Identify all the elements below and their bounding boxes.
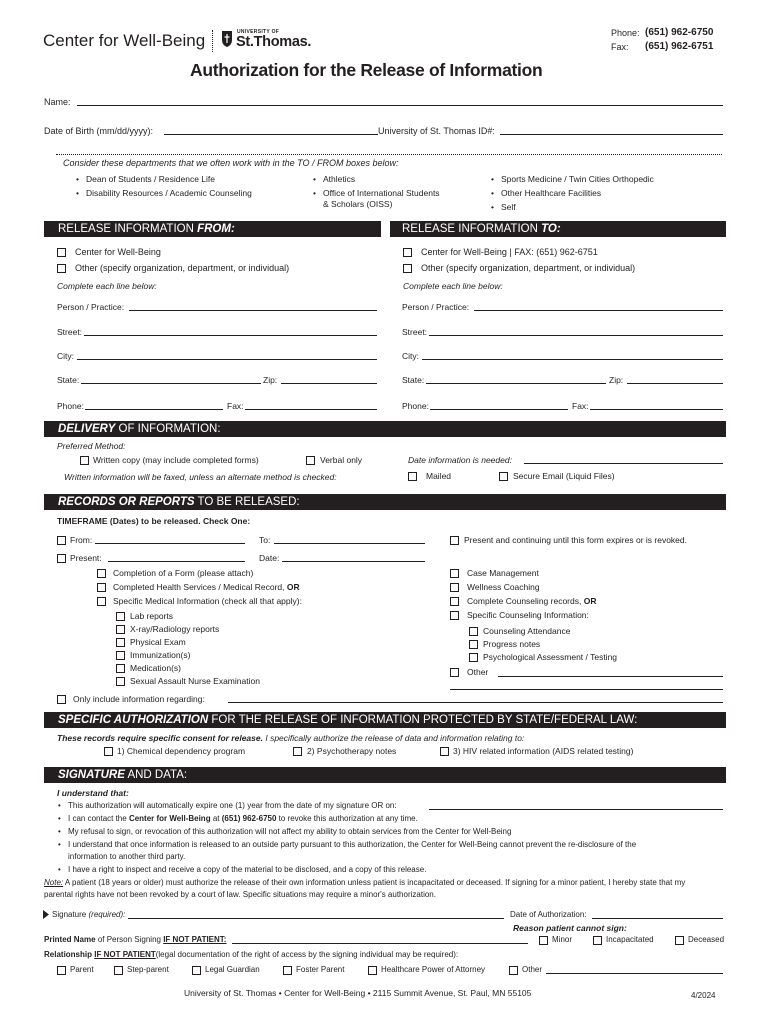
present-field[interactable] [108, 561, 245, 562]
to-street-field[interactable] [429, 335, 723, 336]
legal-guardian-label: Legal Guardian [205, 965, 260, 974]
signature-title: AND DATA: [127, 769, 188, 781]
date-authorization-field[interactable] [592, 918, 723, 919]
progress-notes-checkbox[interactable] [469, 640, 478, 649]
brand-divider [212, 30, 213, 52]
verbal-only-label: Verbal only [320, 455, 363, 465]
other-relationship-label: Other [522, 965, 543, 974]
lab-reports-checkbox[interactable] [116, 612, 125, 621]
to-fax-field[interactable] [590, 409, 723, 410]
release-from-title-bold: FROM: [197, 223, 235, 235]
to-cwb-checkbox[interactable] [403, 248, 412, 257]
understand-label: I understand that: [57, 788, 129, 798]
healthcare-poa-label: Healthcare Power of Attorney [381, 965, 486, 974]
deceased-checkbox[interactable] [675, 936, 684, 945]
delivery-title-bold: DELIVERY [58, 423, 116, 435]
lab-reports-label: Lab reports [130, 611, 173, 621]
case-management-checkbox[interactable] [450, 569, 459, 578]
to-person-label: Person / Practice: [402, 302, 470, 312]
foster-parent-checkbox[interactable] [283, 966, 292, 975]
department-item: • Athletics [323, 174, 355, 184]
dob-label: Date of Birth (mm/dd/yyyy): [44, 126, 154, 136]
specific-medical-checkbox[interactable] [97, 597, 106, 606]
footer-address: University of St. Thomas • Center for Well-Being • 2115 Summit Avenue, St. Paul, MN 55105 [184, 988, 532, 998]
reason-label: Reason patient cannot sign: [513, 923, 627, 933]
contact-at: at [212, 814, 220, 823]
to-phone-field[interactable] [430, 409, 568, 410]
contact-bullet [68, 814, 418, 823]
incapacitated-label: Incapacitated [606, 935, 654, 944]
signature-required: (required): [88, 910, 126, 919]
release-to-title: RELEASE INFORMATION [402, 223, 538, 235]
case-management-label: Case Management [467, 568, 539, 578]
from-cwb-checkbox[interactable] [57, 248, 66, 257]
other-records-label: Other [467, 667, 489, 677]
printed-name-rest: of Person Signing [97, 935, 161, 944]
preferred-method-label: Preferred Method: [57, 441, 126, 451]
to-date-label: To: [259, 535, 271, 545]
release-from-title: RELEASE INFORMATION [58, 223, 194, 235]
written-copy-checkbox[interactable] [80, 456, 89, 465]
departments-intro: Consider these departments that we often work with in the TO / FROM boxes below: [63, 158, 399, 168]
mailed-checkbox[interactable] [408, 472, 417, 481]
from-zip-label: Zip: [263, 375, 278, 385]
signature-label-text: Signature [52, 910, 87, 919]
from-cwb-label: Center for Well-Being [75, 247, 161, 257]
to-person-field[interactable] [474, 310, 723, 311]
name-label: Name: [44, 97, 71, 107]
parent-checkbox[interactable] [57, 966, 66, 975]
specific-counseling-label: Specific Counseling Information: [467, 610, 589, 620]
date-authorization-label: Date of Authorization: [510, 910, 587, 919]
specific-auth-bar [44, 712, 726, 728]
medical-record-label [113, 582, 300, 592]
to-other-label: Other (specify organization, department, or individual) [421, 263, 636, 273]
written-copy-label: Written copy (may include completed forms) [93, 455, 259, 465]
step-parent-label: Step-parent [127, 965, 169, 974]
note-text-1: A patient (18 years or older) must authorize the release of their own information unless patient is incapacitated or deceased. If signing for a minor patient, I hereby state that my [64, 878, 686, 887]
only-include-checkbox[interactable] [57, 695, 66, 704]
redisclosure-bullet-cont: information to another third party. [68, 852, 186, 861]
shield-logo-icon [221, 30, 233, 48]
foster-parent-label: Foster Parent [296, 965, 345, 974]
department-item: • Self [501, 202, 516, 212]
refusal-bullet: • My refusal to sign, or revocation of this authorization will not affect my ability to obtain services from the Center for Well-Being [68, 827, 511, 836]
to-state-field[interactable] [426, 383, 606, 384]
records-title: TO BE RELEASED: [197, 496, 300, 508]
from-date-field[interactable] [95, 543, 245, 544]
only-include-label: Only include information regarding: [73, 694, 205, 704]
department-item: • Disability Resources / Academic Counseling [86, 188, 252, 198]
note-line-1 [44, 878, 685, 887]
to-zip-label: Zip: [609, 375, 624, 385]
specific-intro-rest: I specifically authorize the release of data and information relating to: [265, 733, 525, 743]
deceased-label: Deceased [688, 935, 725, 944]
other-relationship-field[interactable] [546, 973, 723, 974]
phone-number: (651) 962-6750 [645, 27, 714, 38]
department-item: • Office of International Students [323, 188, 440, 198]
specific-counseling-checkbox[interactable] [450, 611, 459, 620]
parent-label: Parent [70, 965, 94, 974]
other-records-field-2[interactable] [450, 689, 723, 690]
from-state-field[interactable] [81, 383, 261, 384]
other-relationship-checkbox[interactable] [509, 966, 518, 975]
brand-name: Center for Well-Being [43, 31, 206, 50]
hiv-info-checkbox[interactable] [440, 747, 449, 756]
note-line-2: parental rights have not been revoked by a court of law. Specific situations may require a minor's authorization. [44, 890, 436, 899]
release-to-title-bold: TO: [541, 223, 561, 235]
student-id-field[interactable] [500, 134, 723, 135]
from-street-label: Street: [57, 327, 83, 337]
department-item: • Dean of Students / Residence Life [86, 174, 215, 184]
specific-intro-bold: These records require specific consent for release. [57, 733, 263, 743]
records-bar [44, 494, 726, 510]
to-city-field[interactable] [422, 359, 723, 360]
specific-intro [57, 733, 524, 743]
sane-checkbox[interactable] [116, 677, 125, 686]
faxed-note: Written information will be faxed, unless an alternate method is checked: [64, 472, 337, 482]
from-city-field[interactable] [77, 359, 377, 360]
present-date-label: Date: [259, 553, 280, 563]
medical-record-text: Completed Health Services / Medical Record, [113, 582, 285, 592]
medications-checkbox[interactable] [116, 664, 125, 673]
release-to-bar [390, 221, 726, 237]
xray-label: X-ray/Radiology reports [130, 624, 220, 634]
counseling-records-checkbox[interactable] [450, 597, 459, 606]
progress-notes-label: Progress notes [483, 639, 541, 649]
fax-label: Fax: [611, 42, 629, 52]
signature-title-bold: SIGNATURE [58, 769, 125, 781]
university-name: St.Thomas. [236, 34, 312, 50]
signature-field[interactable] [128, 918, 504, 919]
specific-auth-title-bold: SPECIFIC AUTHORIZATION [58, 714, 209, 726]
chemical-dependency-label: 1) Chemical dependency program [117, 746, 246, 756]
psych-assessment-checkbox[interactable] [469, 653, 478, 662]
delivery-bar [44, 421, 726, 437]
contact-cwb: Center for Well-Being [128, 814, 211, 823]
relationship-rest: (legal documentation of the right of access by the signing individual may be required): [155, 950, 459, 959]
to-date-field[interactable] [274, 543, 425, 544]
to-other-checkbox[interactable] [403, 264, 412, 273]
wellness-coaching-checkbox[interactable] [450, 583, 459, 592]
dob-field[interactable] [164, 134, 378, 135]
completion-form-checkbox[interactable] [97, 569, 106, 578]
wellness-coaching-label: Wellness Coaching [467, 582, 540, 592]
from-person-field[interactable] [129, 310, 377, 311]
hiv-info-label: 3) HIV related information (AIDS related testing) [453, 746, 634, 756]
immunizations-label: Immunization(s) [130, 650, 191, 660]
relationship-bold: Relationship [44, 950, 93, 959]
to-fax-label: Fax: [572, 401, 589, 411]
department-item: • Sports Medicine / Twin Cities Orthopedic [501, 174, 654, 184]
printed-name-if-not: IF NOT PATIENT: [163, 935, 227, 944]
from-fax-field[interactable] [245, 409, 377, 410]
contact-phone: (651) 962-6750 [221, 814, 277, 823]
medical-record-or: OR [286, 582, 300, 592]
specific-medical-label: Specific Medical Information (check all that apply): [113, 596, 302, 606]
step-parent-checkbox[interactable] [114, 966, 123, 975]
from-fax-label: Fax: [227, 401, 244, 411]
from-person-label: Person / Practice: [57, 302, 125, 312]
present-date-field[interactable] [282, 561, 425, 562]
psychotherapy-notes-checkbox[interactable] [293, 747, 302, 756]
from-street-field[interactable] [84, 335, 377, 336]
name-field[interactable] [77, 105, 723, 106]
signature-arrow-icon [43, 910, 49, 919]
counseling-attendance-checkbox[interactable] [469, 627, 478, 636]
verbal-only-checkbox[interactable] [306, 456, 315, 465]
immunizations-checkbox[interactable] [116, 651, 125, 660]
signature-bar [44, 767, 726, 783]
completion-form-label: Completion of a Form (please attach) [113, 568, 254, 578]
medical-record-checkbox[interactable] [97, 583, 106, 592]
other-records-checkbox[interactable] [450, 668, 459, 677]
expire-date-field[interactable] [429, 809, 723, 810]
from-zip-field[interactable] [281, 383, 377, 384]
to-city-label: City: [402, 351, 419, 361]
xray-checkbox[interactable] [116, 625, 125, 634]
contact-pre: I can contact the [68, 814, 127, 823]
inspect-bullet: • I have a right to inspect and receive a copy of the material to be disclosed, and a copy of this release. [68, 865, 426, 874]
medications-label: Medication(s) [130, 663, 182, 673]
timeframe-label: TIMEFRAME (Dates) to be released. Check One: [57, 516, 251, 526]
secure-email-checkbox[interactable] [499, 472, 508, 481]
phone-label: Phone: [611, 28, 640, 38]
department-item: & Scholars (OISS) [323, 199, 393, 209]
printed-name-field[interactable] [232, 943, 528, 944]
from-date-checkbox[interactable] [57, 536, 66, 545]
psych-assessment-label: Psychological Assessment / Testing [483, 652, 618, 662]
from-state-label: State: [57, 375, 80, 385]
to-cwb-label: Center for Well-Being | FAX: (651) 962-6751 [421, 247, 598, 257]
student-id-label: University of St. Thomas ID#: [378, 126, 495, 136]
sane-label: Sexual Assault Nurse Examination [130, 676, 260, 686]
counseling-records-or: OR [583, 596, 597, 606]
present-continuing-label: Present and continuing until this form expires or is revoked. [464, 535, 688, 545]
to-street-label: Street: [402, 327, 428, 337]
footer-date: 4/2024 [691, 991, 716, 1000]
to-state-label: State: [402, 375, 425, 385]
present-label: Present: [70, 553, 102, 563]
university-label: UNIVERSITY OF [237, 29, 280, 35]
from-other-label: Other (specify organization, department, or individual) [75, 263, 290, 273]
printed-name-bold: Printed Name [44, 935, 96, 944]
date-needed-label: Date information is needed: [408, 455, 512, 465]
redisclosure-bullet: • I understand that once information is released to an outside party pursuant to this authorization, the Center for Well-Being cannot prevent the re-disclosure of the [68, 840, 636, 849]
present-continuing-checkbox[interactable] [450, 536, 459, 545]
departments-divider [56, 154, 722, 155]
healthcare-poa-checkbox[interactable] [368, 966, 377, 975]
physical-exam-checkbox[interactable] [116, 638, 125, 647]
counseling-attendance-label: Counseling Attendance [483, 626, 571, 636]
to-zip-field[interactable] [627, 383, 723, 384]
secure-email-label: Secure Email (Liquid Files) [513, 471, 615, 481]
page-title: Authorization for the Release of Information [190, 60, 543, 80]
signature-label [52, 910, 125, 919]
only-include-field[interactable] [228, 702, 723, 703]
from-city-label: City: [57, 351, 74, 361]
counseling-records-text: Complete Counseling records, [467, 596, 582, 606]
note-label: Note: [44, 878, 64, 887]
delivery-title: OF INFORMATION: [118, 423, 221, 435]
minor-label: Minor [552, 935, 573, 944]
incapacitated-checkbox[interactable] [593, 936, 602, 945]
counseling-records-label [467, 596, 596, 606]
specific-auth-title: FOR THE RELEASE OF INFORMATION PROTECTED BY STATE/FEDERAL LAW: [211, 714, 638, 726]
records-title-bold: RECORDS OR REPORTS [58, 496, 195, 508]
to-complete-note: Complete each line below: [403, 281, 503, 291]
relationship-if-not: IF NOT PATIENT [94, 950, 156, 959]
present-checkbox[interactable] [57, 554, 66, 563]
psychotherapy-notes-label: 2) Psychotherapy notes [307, 746, 397, 756]
other-records-field-1[interactable] [498, 676, 723, 677]
mailed-label: Mailed [426, 471, 452, 481]
department-item: • Other Healthcare Facilities [501, 188, 601, 198]
from-phone-field[interactable] [85, 409, 223, 410]
physical-exam-label: Physical Exam [130, 637, 186, 647]
contact-post: to revoke this authorization at any time. [278, 814, 418, 823]
release-from-bar [44, 221, 381, 237]
expire-bullet: • This authorization will automatically expire one (1) year from the date of my signature OR on: [68, 801, 397, 810]
date-needed-field[interactable] [524, 463, 723, 464]
legal-guardian-checkbox[interactable] [192, 966, 201, 975]
chemical-dependency-checkbox[interactable] [104, 747, 113, 756]
from-complete-note: Complete each line below: [57, 281, 157, 291]
printed-name-label [44, 935, 226, 944]
from-phone-label: Phone: [57, 401, 84, 411]
from-other-checkbox[interactable] [57, 264, 66, 273]
from-date-label: From: [70, 535, 93, 545]
relationship-label [44, 950, 458, 959]
fax-number: (651) 962-6751 [645, 41, 714, 52]
to-phone-label: Phone: [402, 401, 429, 411]
minor-checkbox[interactable] [539, 936, 548, 945]
